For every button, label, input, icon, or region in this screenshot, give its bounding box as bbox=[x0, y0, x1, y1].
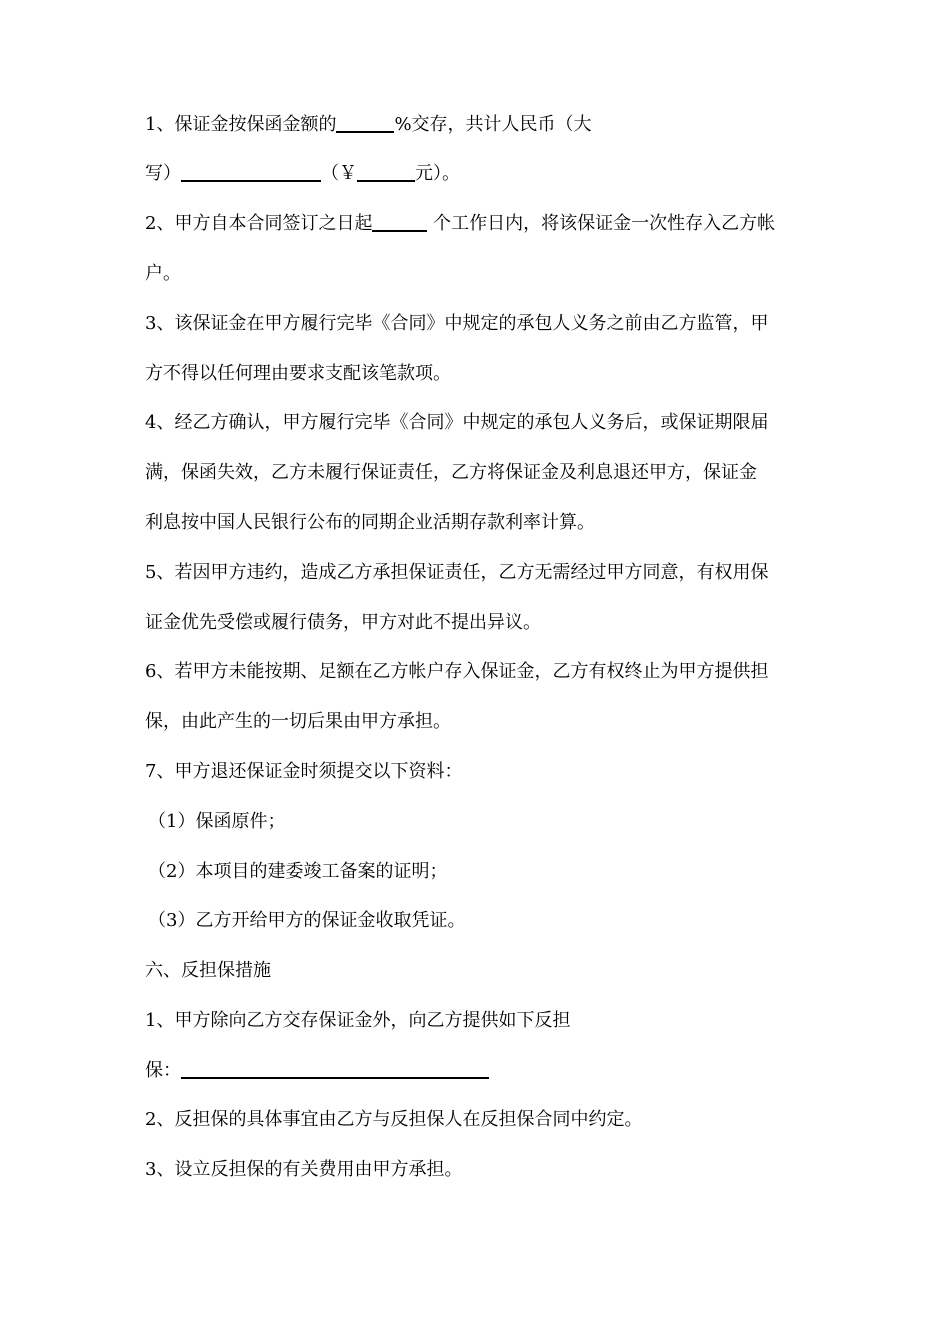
clause-4-line-2: 满，保函失效，乙方未履行保证责任，乙方将保证金及利息退还甲方，保证金 bbox=[145, 462, 757, 483]
clause-1-text-c: 写） bbox=[145, 163, 181, 184]
clause-7-item-2: （2）本项目的建委竣工备案的证明； bbox=[148, 861, 448, 882]
clause-7-item-3: （3）乙方开给甲方的保证金收取凭证。 bbox=[148, 910, 466, 931]
counter-guarantee-blank[interactable] bbox=[181, 1059, 489, 1079]
clause-2-text-b: 个工作日内，将该保证金一次性存入乙方帐 bbox=[427, 213, 776, 234]
clause-1-text-a: 1、保证金按保函金额的 bbox=[145, 114, 337, 135]
clause-2-line-2: 户。 bbox=[145, 263, 181, 284]
clause-2-text-a: 2、甲方自本合同签订之日起 bbox=[145, 213, 373, 234]
amount-in-words-blank[interactable] bbox=[181, 162, 321, 182]
clause-5-line-2: 证金优先受偿或履行债务，甲方对此不提出异议。 bbox=[145, 612, 541, 633]
clause-2-line-1 bbox=[145, 212, 775, 236]
section-6-item-2: 2、反担保的具体事宜由乙方与反担保人在反担保合同中约定。 bbox=[145, 1109, 643, 1130]
section-6-item-1-line-1: 1、甲方除向乙方交存保证金外，向乙方提供如下反担 bbox=[145, 1010, 571, 1031]
clause-3-line-2: 方不得以任何理由要求支配该笔款项。 bbox=[145, 363, 451, 384]
section-6-heading: 六、反担保措施 bbox=[145, 960, 271, 981]
clause-1-text-b: %交存，共计人民币（大 bbox=[394, 114, 592, 135]
section-6-item-1-text: 保： bbox=[145, 1060, 181, 1081]
clause-6-line-2: 保，由此产生的一切后果由甲方承担。 bbox=[145, 711, 451, 732]
percentage-blank[interactable] bbox=[336, 113, 394, 133]
working-days-blank[interactable] bbox=[372, 212, 427, 232]
clause-6-line-1: 6、若甲方未能按期、足额在乙方帐户存入保证金，乙方有权终止为甲方提供担 bbox=[145, 661, 769, 682]
clause-1-text-e: 元）。 bbox=[415, 163, 460, 184]
clause-4-line-1: 4、经乙方确认，甲方履行完毕《合同》中规定的承包人义务后，或保证期限届 bbox=[145, 412, 769, 433]
clause-5-line-1: 5、若因甲方违约，造成乙方承担保证责任，乙方无需经过甲方同意，有权用保 bbox=[145, 562, 769, 583]
clause-1-line-1 bbox=[145, 113, 592, 137]
clause-7-line-1: 7、甲方退还保证金时须提交以下资料： bbox=[145, 761, 463, 782]
clause-3-line-1: 3、该保证金在甲方履行完毕《合同》中规定的承包人义务之前由乙方监管，甲 bbox=[145, 313, 769, 334]
section-6-item-3: 3、设立反担保的有关费用由甲方承担。 bbox=[145, 1159, 463, 1180]
clause-1-line-2 bbox=[145, 162, 460, 186]
amount-in-figures-blank[interactable] bbox=[357, 162, 415, 182]
clause-4-line-3: 利息按中国人民银行公布的同期企业活期存款利率计算。 bbox=[145, 512, 595, 533]
clause-1-text-d: （￥ bbox=[321, 163, 357, 184]
clause-7-item-1: （1）保函原件； bbox=[148, 811, 286, 832]
section-6-item-1-line-2 bbox=[145, 1059, 489, 1083]
